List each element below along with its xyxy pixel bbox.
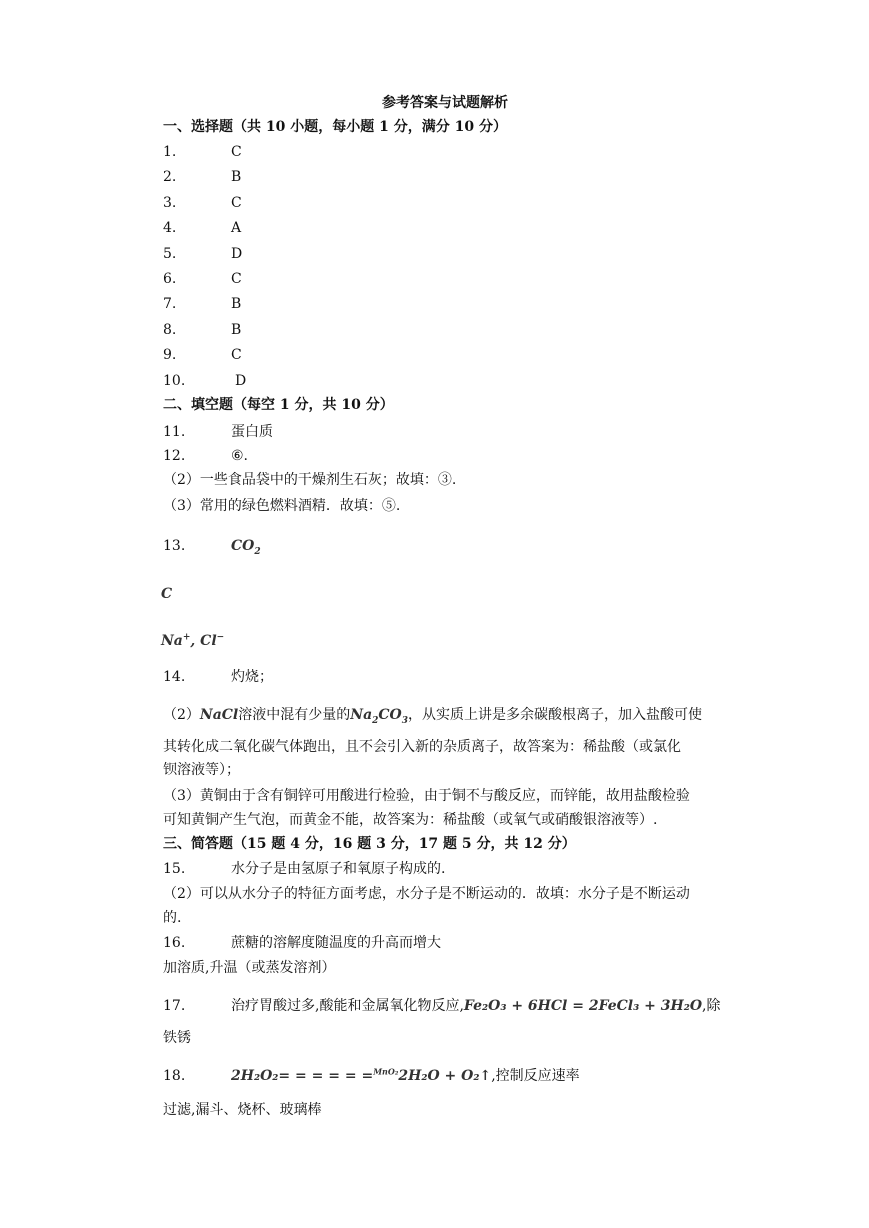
q14-answer: 灼烧； bbox=[231, 669, 273, 685]
q11-answer: 蛋白质 bbox=[231, 424, 273, 440]
formula-na2co3 bbox=[350, 707, 409, 726]
question-number: 5. bbox=[163, 246, 177, 262]
q18-number: 18. bbox=[163, 1068, 186, 1084]
q16-line bbox=[163, 934, 441, 952]
q14-number: 14. bbox=[163, 669, 186, 685]
q14-part3-line2: 可知黄铜产生气泡，而黄金不能，故答案为：稀盐酸（或氧气或硝酸银溶液等）. bbox=[163, 812, 658, 828]
q17-post: ,除 bbox=[702, 998, 721, 1014]
text-fragment: ，从实质上讲是多余碳酸根离子，加入盐酸可使 bbox=[408, 707, 703, 723]
section2-heading: 二、填空题（每空 1 分，共 10 分） bbox=[163, 397, 394, 413]
choice-answer-row bbox=[163, 219, 241, 237]
q12-part3: （3）常用的绿色燃料酒精．故填：⑤. bbox=[163, 498, 401, 514]
text-fragment: 溶液中混有少量的 bbox=[238, 707, 351, 723]
choice-answer-row bbox=[163, 245, 242, 263]
choice-answer: C bbox=[231, 195, 242, 211]
section3-heading: 三、简答题（15 题 4 分，16 题 3 分，17 题 5 分，共 12 分） bbox=[163, 836, 576, 852]
q17-number: 17. bbox=[163, 998, 186, 1014]
q18-catalyst: MnO₂ bbox=[373, 1066, 399, 1077]
choice-answer-row bbox=[163, 168, 241, 186]
choice-answer-row bbox=[163, 270, 242, 288]
part-label: （2） bbox=[163, 707, 200, 723]
q18-equation-left: 2H₂O₂= = = = = = bbox=[231, 1068, 374, 1084]
q15-part2-line2: 的. bbox=[163, 910, 182, 926]
q13-line bbox=[163, 537, 261, 555]
q11-number: 11. bbox=[163, 424, 186, 440]
choice-answer: C bbox=[231, 347, 242, 363]
choice-answer-row bbox=[163, 321, 241, 339]
choice-answer-row bbox=[163, 194, 242, 212]
page-title: 参考答案与试题解析 bbox=[382, 95, 508, 111]
choice-answer: B bbox=[231, 296, 242, 312]
q16-line2: 加溶质,升温（或蒸发溶剂） bbox=[163, 960, 336, 976]
q13-formula-1 bbox=[231, 538, 261, 557]
ion-cl: Cl bbox=[200, 633, 217, 649]
q15-line bbox=[163, 860, 445, 878]
question-number: 2. bbox=[163, 169, 177, 185]
q15-part2-line1: （2）可以从水分子的特征方面考虑，水分子是不断运动的．故填：水分子是不断运动 bbox=[163, 886, 690, 902]
choice-answer-row bbox=[163, 346, 242, 364]
question-number: 9. bbox=[163, 347, 177, 363]
formula-part: CO bbox=[378, 707, 402, 723]
q15-answer: 水分子是由氢原子和氧原子构成的. bbox=[231, 861, 446, 877]
q14-line bbox=[163, 668, 273, 686]
question-number: 3. bbox=[163, 195, 177, 211]
choice-answer: C bbox=[231, 271, 242, 287]
choice-answer: C bbox=[231, 144, 242, 160]
q12-line bbox=[163, 447, 248, 465]
q17-answer: 治疗胃酸过多,酸能和金属氧化物反应, bbox=[231, 998, 464, 1014]
q16-answer: 蔗糖的溶解度随温度的升高而增大 bbox=[231, 935, 441, 951]
formula-co: CO bbox=[231, 538, 255, 554]
choice-answer: D bbox=[235, 373, 247, 389]
q12-part2: （2）一些食品袋中的干燥剂生石灰；故填：③. bbox=[163, 472, 457, 488]
choice-answer-row bbox=[163, 295, 241, 313]
choice-answer: D bbox=[231, 246, 243, 262]
question-number: 1. bbox=[163, 144, 177, 160]
question-number: 6. bbox=[163, 271, 177, 287]
q18-line bbox=[163, 1067, 580, 1085]
choice-answer-row bbox=[163, 143, 242, 161]
formula-part: Na bbox=[350, 707, 373, 723]
q12-answer: ⑥. bbox=[231, 448, 249, 464]
subscript: 3 bbox=[401, 715, 409, 726]
choice-answer: A bbox=[231, 220, 242, 236]
formula-nacl: NaCl bbox=[199, 707, 239, 723]
q17-line bbox=[163, 997, 720, 1015]
question-number: 7. bbox=[163, 296, 177, 312]
q18-line2: 过滤,漏斗、烧杯、玻璃棒 bbox=[163, 1102, 322, 1118]
q13-formula-2: C bbox=[161, 586, 173, 602]
superscript: − bbox=[216, 632, 225, 643]
q17-line2: 铁锈 bbox=[163, 1030, 191, 1046]
q14-part3-line1: （3）黄铜由于含有铜锌可用酸进行检验，由于铜不与酸反应，而锌能，故用盐酸检验 bbox=[163, 788, 690, 804]
separator: , bbox=[190, 633, 201, 649]
q15-number: 15. bbox=[163, 861, 186, 877]
choice-answer-row bbox=[163, 372, 246, 390]
q11-line bbox=[163, 423, 273, 441]
q14-part2-line2: 其转化成二氧化碳气体跑出，且不会引入新的杂质离子，故答案为：稀盐酸（或氯化 bbox=[163, 739, 681, 755]
ion-na: Na bbox=[161, 633, 183, 649]
subscript: 2 bbox=[254, 546, 261, 557]
q16-number: 16. bbox=[163, 935, 186, 951]
q17-equation: Fe₂O₃ + 6HCl = 2FeCl₃ + 3H₂O bbox=[463, 998, 703, 1014]
q14-part2-line3: 钡溶液等）； bbox=[163, 762, 240, 778]
q13-formula-3 bbox=[161, 632, 224, 650]
q18-equation-right: 2H₂O + O₂↑ bbox=[398, 1068, 492, 1084]
subscript: 2 bbox=[372, 715, 379, 726]
question-number: 8. bbox=[163, 322, 177, 338]
q18-post: ,控制反应速率 bbox=[491, 1068, 580, 1084]
section1-heading: 一、选择题（共 10 小题，每小题 1 分，满分 10 分） bbox=[163, 119, 507, 135]
question-number: 4. bbox=[163, 220, 177, 236]
question-number: 10. bbox=[163, 373, 186, 389]
q13-number: 13. bbox=[163, 538, 186, 554]
choice-answer: B bbox=[231, 169, 242, 185]
q12-number: 12. bbox=[163, 448, 186, 464]
q14-part2-line1 bbox=[163, 706, 702, 724]
choice-answer: B bbox=[231, 322, 242, 338]
superscript: + bbox=[182, 632, 191, 643]
